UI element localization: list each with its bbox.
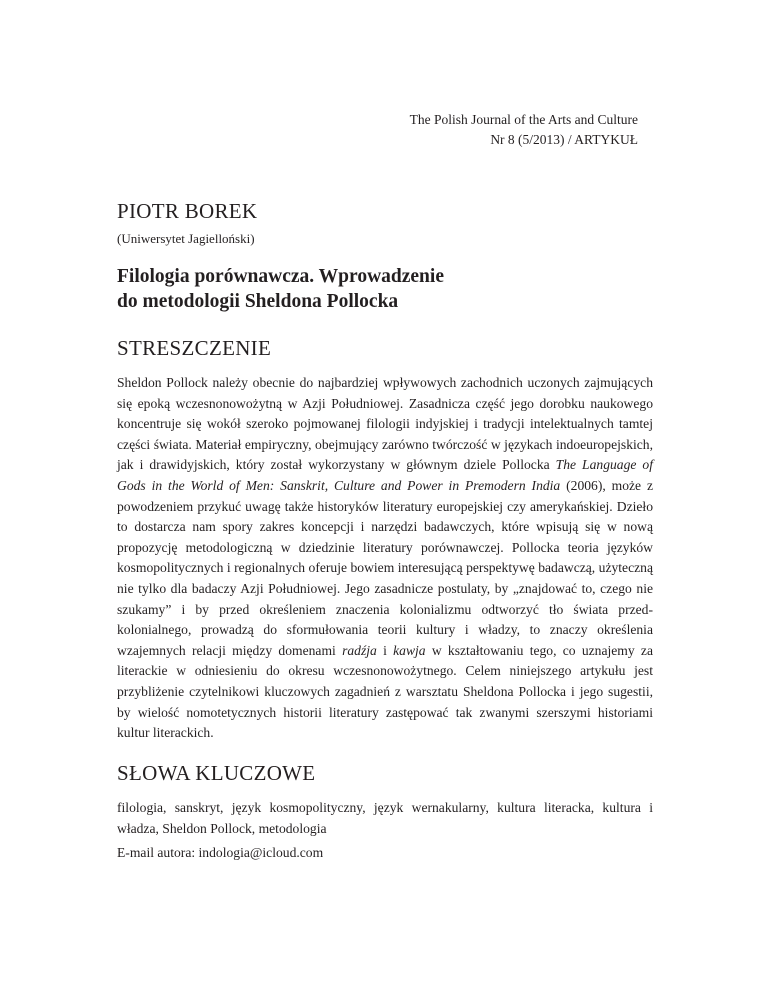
keywords-text: filologia, sanskryt, język kosmopolityczny, język wernakularny, kultura literacka, kultura i władza, Sheldon Pollock, metodologia [117, 800, 653, 836]
title-line-1: Filologia porównawcza. Wprowadzenie [117, 266, 444, 287]
author-name: PIOTR BOREK [117, 199, 258, 223]
issue-number: Nr 8 (5/2013) / ARTYKUŁ [490, 132, 638, 147]
abstract-part-3: w kształtowaniu tego, co uznajemy za literackie w odniesieniu do okresu wczesnonowożytnego. Celem niniejszego artykułu jest przybliżenie czytelnikowi kluczowych zagadnień z warsztatu Sheldona Pollocka i jego sugestii, by wielość nomotetycznych historii literatury zastępować tak zwanymi szerszymi historiami kultur literackich. [117, 642, 654, 741]
abstract-part-1: Sheldon Pollock należy obecnie do najbardziej wpływowych zachodnich uczonych zajmujących się epoką wczesnonowożytną w Azji Południowej. Zasadnicza część jego dorobku naukowego koncentruje się wokół szeroko pojmowanej filologii indyjskiej i tradycji intelektualnych tamtej części świata. Materiał empiryczny, obejmujący zarówno twórczość w językach indoeuropejskich, jak i drawidyjskich, który został wykorzystany w głównym dziele Pollocka [117, 375, 653, 473]
book-title: The Language of Gods in the World of Men: Sanskrit, Culture and Power in Premodern India [117, 457, 653, 493]
abstract-conjunction: i [376, 642, 394, 658]
author-affiliation: (Uniwersytet Jagielloński) [117, 231, 255, 246]
term-radzja: radźja [342, 642, 377, 658]
title-line-2: do metodologii Sheldona Pollocka [117, 291, 399, 312]
email-address[interactable]: indologia@icloud.com [198, 845, 324, 860]
abstract-heading: STRESZCZENIE [117, 336, 272, 360]
journal-header [410, 110, 638, 150]
abstract-text [117, 373, 653, 744]
abstract-part-2: (2006), może z powodzeniem przykuć uwagę także historyków literatury europejskiej czy amerykańskiej. Dzieło to dostarcza nam spory zakres koncepcji i narzędzi badawczych, które wpisują się w nową propozycję metodologiczną w dziedzinie literatury porównawczej. Pollocka teoria języków kosmopolitycznych i regionalnych oferuje bowiem interesującą perspektywę badawczą, użyteczną nie tylko dla badaczy Azji Południowej. Jego zasadnicze postulaty, by „znajdować to, czego nie szukamy” i by przed określeniem znaczenia kolonializmu odtworzyć tło świata przedkolonialnego, prowadzą do sformułowania teorii kultury i władzy, to znaczy określenia wzajemnych relacji między domenami [117, 477, 653, 658]
email-label: E-mail autora: [117, 845, 199, 860]
journal-name: The Polish Journal of the Arts and Culture [409, 112, 638, 127]
author-email [117, 843, 653, 864]
article-title [117, 264, 657, 314]
term-kawja: kawja [393, 642, 426, 658]
keywords-heading: SŁOWA KLUCZOWE [117, 761, 316, 785]
